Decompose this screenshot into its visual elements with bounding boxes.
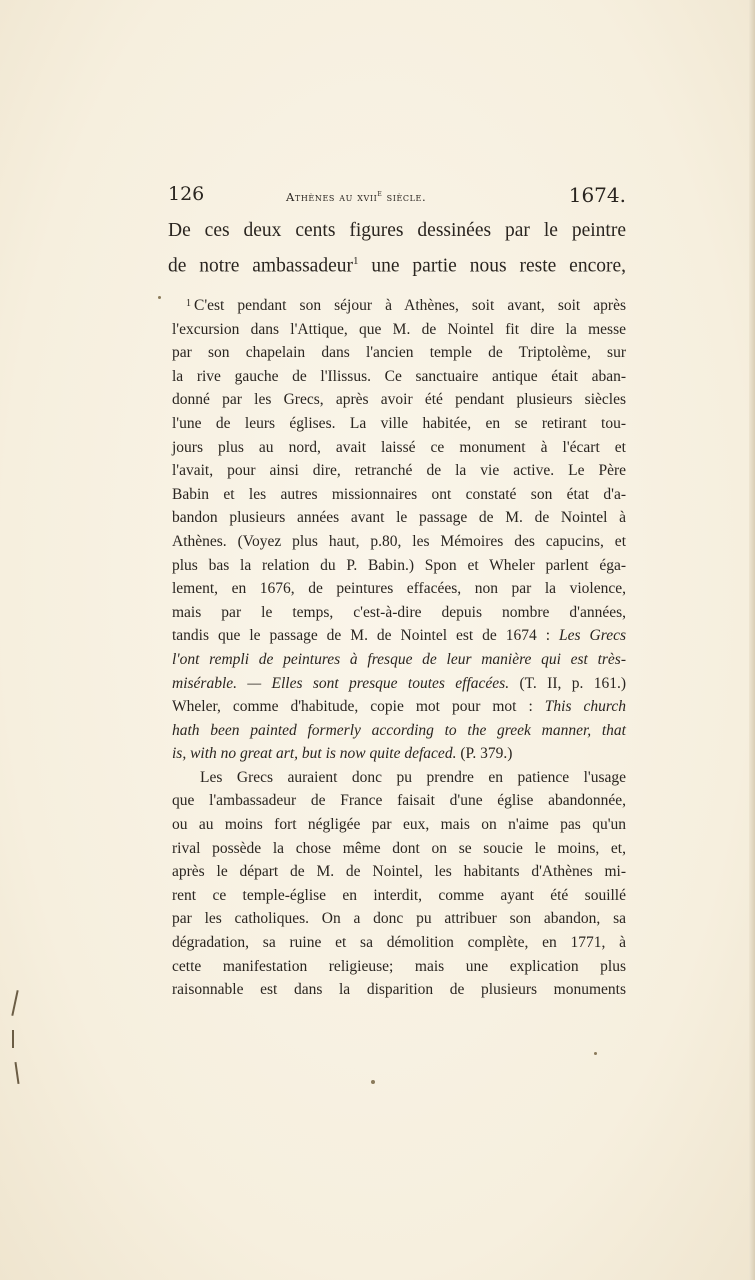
- main-line-2-b: une partie nous reste encore,: [358, 255, 626, 277]
- footnote-line-19: [172, 719, 626, 743]
- footnote-line-20-b: (P. 379.): [456, 745, 513, 763]
- footnote-line-17-b: (T. II, p. 161.): [509, 674, 626, 692]
- footnote-para2-line: par les catholiques. On a donc pu attribuer son abandon, sa: [172, 910, 626, 928]
- main-line-1: De ces deux cents figures dessinées par le peintre: [168, 220, 626, 241]
- footnote-para2-line: dégradation, sa ruine et sa démolition complète, en 1771, à: [172, 934, 626, 952]
- footnote-line: l'avait, pour ainsi dire, retranché de la vie active. Le Père: [172, 462, 626, 480]
- footnote-line-16: [172, 648, 626, 672]
- footnote-line-15-a: tandis que le passage de M. de Nointel est de 1674 :: [172, 627, 560, 645]
- footnote-para2-line: rival possède la chose même dont on se soucie le moins, et,: [172, 839, 626, 857]
- footnote-line: jours plus au nord, avait laissé ce monument à l'écart et: [172, 438, 626, 456]
- footnote-line-1-text: C'est pendant son séjour à Athènes, soit avant, soit après: [194, 297, 626, 314]
- running-title-sup: e: [377, 189, 383, 198]
- footnote-line-18-a: Wheler, comme d'habitude, copie mot pour mot :: [172, 698, 545, 716]
- footnote-para2-line: raisonnable est dans la disparition de plusieurs monuments: [172, 981, 626, 999]
- footnote-line: l'une de leurs églises. La ville habitée, en se retirant tou-: [172, 414, 626, 432]
- margin-mark: [12, 1030, 14, 1048]
- footnote-line-19-italic: hath been painted formerly according to the greek manner, that: [172, 721, 626, 739]
- footnote-line: lement, en 1676, de peintures effacées, non par la violence,: [172, 580, 626, 598]
- footnote-line: la rive gauche de l'Ilissus. Ce sanctuaire antique était aban-: [172, 367, 626, 385]
- footnote-line: donné par les Grecs, après avoir été pendant plusieurs siècles: [172, 391, 626, 409]
- running-title: [286, 189, 426, 204]
- footnote-line: plus bas la relation du P. Babin.) Spon et Wheler parlent éga-: [172, 556, 626, 574]
- paper-speck: [371, 1080, 375, 1084]
- main-line-2-a: de notre ambassadeur: [168, 255, 353, 277]
- main-line-2: [168, 246, 626, 282]
- footnote-line-17: [172, 672, 626, 696]
- page-number: 126: [168, 183, 205, 205]
- footnote-line-18: [172, 695, 626, 719]
- footnote-para2-line: Les Grecs auraient donc pu prendre en patience l'usage: [200, 768, 626, 786]
- footnote-line: bandon plusieurs années avant le passage de M. de Nointel à: [172, 509, 626, 527]
- footnote-para2-line: que l'ambassadeur de France faisait d'une église abandonnée,: [172, 792, 626, 810]
- footnote-line-16-italic: l'ont rempli de peintures à fresque de leur manière qui est très-: [172, 650, 626, 668]
- footnote-line: l'excursion dans l'Attique, que M. de Nointel fit dire la messe: [172, 320, 626, 338]
- footnote-line-18-italic: This church: [544, 698, 626, 716]
- footnote-line: Athènes. (Voyez plus haut, p.80, les Mémoires des capucins, et: [172, 532, 626, 550]
- footnote-para2-line: ou au moins fort négligée par eux, mais on n'aime pas qu'un: [172, 816, 626, 834]
- margin-mark: [14, 1062, 19, 1084]
- footnote-line-1: [172, 292, 626, 318]
- running-title-main: Athènes au xvii: [286, 189, 378, 204]
- footnote-para2-line: rent ce temple-église en interdit, comme ayant été souillé: [172, 886, 626, 904]
- margin-mark: [11, 990, 18, 1016]
- footnote-para2-line: cette manifestation religieuse; mais une explication plus: [172, 957, 626, 975]
- footnote-line-20-italic: is, with no great art, but is now quite defaced.: [172, 745, 457, 763]
- footnote-line: par son chapelain dans l'ancien temple de Triptolème, sur: [172, 344, 626, 362]
- footnote-line-20: [172, 742, 626, 766]
- footnote-line-15-italic: Les Grecs: [559, 627, 626, 645]
- running-header: [168, 183, 626, 211]
- paper-speck: [158, 296, 161, 299]
- footnote-reference: 1: [352, 255, 359, 267]
- paper-speck: [594, 1052, 597, 1055]
- page-edge: [749, 0, 755, 1280]
- running-title-end: siècle.: [382, 189, 427, 204]
- footnote-line-15: [172, 624, 626, 648]
- footnote-line: Babin et les autres missionnaires ont constaté son état d'a-: [172, 485, 626, 503]
- footnote-line: mais par le temps, c'est-à-dire depuis nombre d'années,: [172, 603, 626, 621]
- footnote-mark: 1: [186, 298, 191, 309]
- main-text: [168, 216, 626, 282]
- year: 1674.: [568, 183, 626, 207]
- footnote-line-17-italic: misérable. — Elles sont presque toutes effacées.: [172, 674, 510, 692]
- footnote: [172, 292, 626, 1002]
- footnote-para2-line: après le départ de M. de Nointel, les habitants d'Athènes mi-: [172, 863, 626, 881]
